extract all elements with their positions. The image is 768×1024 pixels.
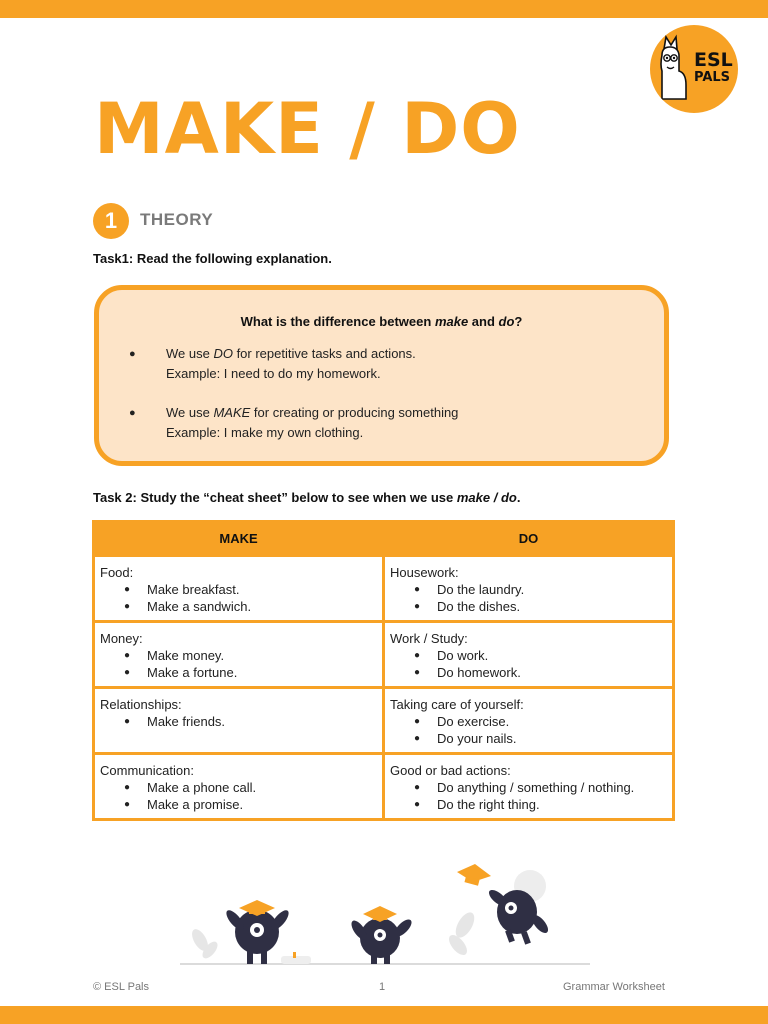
list-item: ● Make a phone call. bbox=[100, 779, 382, 796]
cell-do bbox=[384, 556, 674, 622]
list-item: ● Make a sandwich. bbox=[100, 598, 382, 615]
table-row bbox=[94, 688, 674, 754]
monster-right-icon bbox=[457, 864, 551, 945]
theory-example: Example: I need to do my homework. bbox=[166, 366, 381, 381]
esl-pals-logo bbox=[650, 25, 738, 113]
logo-line-1: ESL bbox=[694, 49, 733, 71]
example-list bbox=[100, 581, 382, 615]
bullet: ● bbox=[129, 348, 136, 360]
example-list bbox=[390, 647, 672, 681]
bullet: ● bbox=[129, 407, 136, 419]
category-label: Relationships: bbox=[100, 697, 182, 712]
cell-do bbox=[384, 688, 674, 754]
footer-worksheet-label: Grammar Worksheet bbox=[563, 981, 665, 993]
logo-wordmark bbox=[694, 51, 733, 84]
category-label: Good or bad actions: bbox=[390, 763, 511, 778]
list-item: ● Make friends. bbox=[100, 713, 382, 730]
task-2-instruction: Task 2: Study the “cheat sheet” below to see when we use make / do. bbox=[93, 490, 521, 505]
category-label: Housework: bbox=[390, 565, 459, 580]
list-item: ● Make a fortune. bbox=[100, 664, 382, 681]
column-header-make: MAKE bbox=[94, 522, 384, 556]
category-label: Work / Study: bbox=[390, 631, 468, 646]
example-list bbox=[100, 713, 382, 730]
monster-left-icon bbox=[223, 900, 291, 964]
top-accent-bar bbox=[0, 0, 768, 18]
page-title: MAKE / DO bbox=[94, 88, 521, 170]
theory-rule: We use DO for repetitive tasks and actions. bbox=[166, 346, 416, 361]
diploma-scroll-icon bbox=[281, 952, 311, 964]
cell-do bbox=[384, 754, 674, 820]
list-item: ● Do work. bbox=[390, 647, 672, 664]
theory-box bbox=[94, 285, 669, 466]
cell-make bbox=[94, 556, 384, 622]
example-list bbox=[390, 581, 672, 615]
table-row bbox=[94, 556, 674, 622]
cell-make bbox=[94, 754, 384, 820]
cheat-sheet-table bbox=[92, 520, 675, 821]
footer-page-number: 1 bbox=[379, 981, 386, 993]
task-1-instruction: Task1: Read the following explanation. bbox=[93, 251, 332, 266]
graduation-monsters-illustration bbox=[175, 840, 595, 970]
list-item: ● Make breakfast. bbox=[100, 581, 382, 598]
category-label: Taking care of yourself: bbox=[390, 697, 524, 712]
list-item: ● Do your nails. bbox=[390, 730, 672, 747]
theory-rule: We use MAKE for creating or producing something bbox=[166, 405, 459, 420]
logo-line-2: PALS bbox=[694, 70, 731, 85]
list-item: ● Make money. bbox=[100, 647, 382, 664]
list-item: ● Do the dishes. bbox=[390, 598, 672, 615]
category-label: Food: bbox=[100, 565, 134, 580]
table-row bbox=[94, 622, 674, 688]
example-list bbox=[100, 647, 382, 681]
list-item: ● Do the right thing. bbox=[390, 796, 672, 813]
cell-make bbox=[94, 622, 384, 688]
list-item: ● Make a promise. bbox=[100, 796, 382, 813]
list-item: ● Do anything / something / nothing. bbox=[390, 779, 672, 796]
cell-do bbox=[384, 622, 674, 688]
example-list bbox=[390, 779, 672, 813]
example-list bbox=[100, 779, 382, 813]
list-item: ● Do the laundry. bbox=[390, 581, 672, 598]
list-item: ● Do exercise. bbox=[390, 713, 672, 730]
theory-example: Example: I make my own clothing. bbox=[166, 425, 364, 440]
list-item: ● Do homework. bbox=[390, 664, 672, 681]
column-header-do: DO bbox=[384, 522, 674, 556]
bottom-accent-bar bbox=[0, 1006, 768, 1024]
footer-copyright: © ESL Pals bbox=[93, 981, 149, 993]
monster-middle-icon bbox=[349, 906, 415, 964]
category-label: Communication: bbox=[100, 763, 194, 778]
example-list bbox=[390, 713, 672, 747]
table-row bbox=[94, 754, 674, 820]
category-label: Money: bbox=[100, 631, 143, 646]
section-number-badge: 1 bbox=[93, 203, 129, 239]
cell-make bbox=[94, 688, 384, 754]
section-title: THEORY bbox=[140, 210, 214, 229]
theory-question: What is the difference between make and do? bbox=[240, 314, 523, 329]
